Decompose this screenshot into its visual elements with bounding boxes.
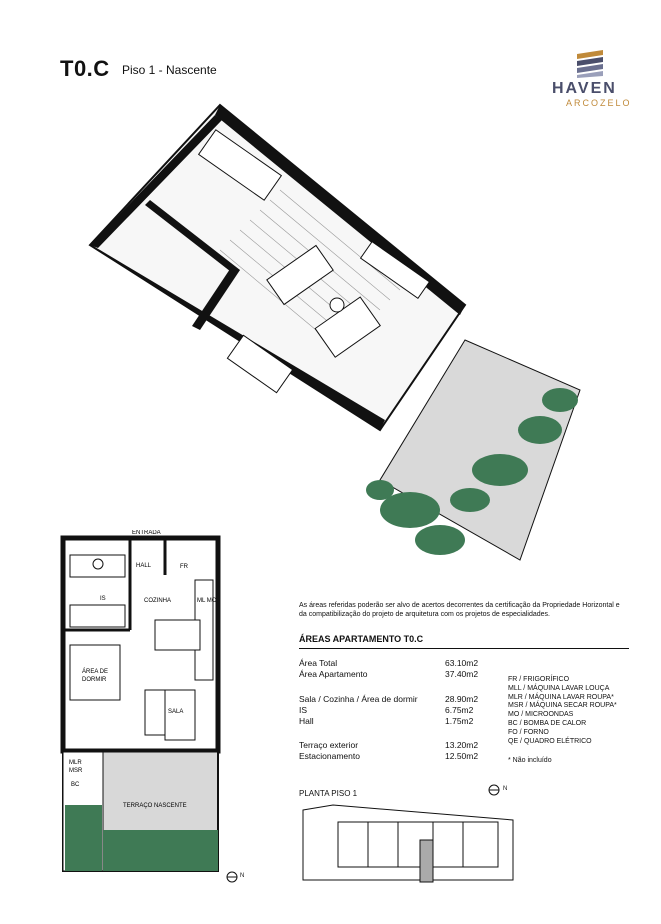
area-row-label: Terraço exterior	[299, 740, 359, 750]
area-row-label: Sala / Cozinha / Área de dormir	[299, 694, 418, 704]
floor-key-compass-icon	[488, 783, 513, 797]
floor-key-label: PLANTA PISO 1	[299, 789, 358, 798]
legend-item: FO / FORNO	[508, 728, 549, 736]
plan-label-bc: BC	[71, 782, 80, 788]
plan-label-ml-mo: ML MO	[197, 598, 217, 604]
plan-label-is: IS	[100, 596, 106, 602]
legend-item: BC / BOMBA DE CALOR	[508, 719, 587, 727]
area-row-label: IS	[299, 705, 308, 715]
plan-label-entrada: ENTRADA	[132, 530, 161, 536]
area-row-label: Área Apartamento	[299, 669, 368, 679]
plan-label-dormir: DORMIR	[82, 677, 107, 683]
floor-key-plan	[298, 800, 518, 885]
plan-label-fr: FR	[180, 564, 188, 570]
legend-item: MLL / MÁQUINA LAVAR LOUÇA	[508, 684, 610, 692]
floor-key-unit-highlight	[420, 840, 433, 882]
disclaimer-note: As áreas referidas poderão ser alvo de acertos decorrentes da certificação da Propriedade Horizontal e da compatibilização do projeto de arquitetura com os projetos de especialidades.	[299, 602, 620, 618]
legend-item: MLR / MÁQUINA LAVAR ROUPA*	[508, 693, 614, 701]
plan-label-cozinha: COZINHA	[144, 598, 171, 604]
area-row-value: 6.75m2	[445, 705, 474, 715]
plan-north-label: N	[240, 873, 245, 879]
areas-divider	[299, 648, 629, 649]
areas-title: ÁREAS APARTAMENTO T0.C	[299, 634, 424, 644]
plan-label-hall: HALL	[136, 563, 152, 569]
legend-footnote: * Não incluído	[508, 757, 552, 764]
plan-label-terraco: TERRAÇO NASCENTE	[123, 803, 187, 809]
area-row-value: 1.75m2	[445, 716, 474, 726]
plan-label-msr: MSR	[69, 768, 83, 774]
area-row-value: 37.40m2	[445, 669, 479, 679]
axonometric-view	[80, 100, 600, 580]
legend-item: FR / FRIGORÍFICO	[508, 676, 570, 683]
haven-logo-mark	[575, 50, 605, 78]
area-row-value: 28.90m2	[445, 694, 479, 704]
unit-title: T0.C	[60, 56, 110, 81]
plan-label-sala: SALA	[168, 709, 184, 715]
plan-compass-icon	[226, 870, 251, 884]
area-row-value: 13.20m2	[445, 740, 479, 750]
floor-plan	[60, 530, 250, 890]
area-row-label: Estacionamento	[299, 751, 360, 761]
legend-item: QE / QUADRO ELÉTRICO	[508, 737, 592, 745]
appliance-legend	[508, 676, 617, 746]
logo-name: HAVEN	[552, 80, 617, 97]
unit-subtitle: Piso 1 - Nascente	[122, 63, 217, 77]
logo-subname: ARCOZELO	[566, 98, 632, 108]
plan-label-mlr: MLR	[69, 760, 82, 766]
floor-key-north-label: N	[503, 786, 508, 792]
legend-item: MO / MICROONDAS	[508, 711, 574, 719]
area-row-value: 63.10m2	[445, 658, 479, 668]
plan-label-area-de: ÁREA DE	[82, 669, 109, 675]
legend-item: MSR / MÁQUINA SECAR ROUPA*	[508, 702, 617, 710]
area-row-label: Área Total	[299, 658, 338, 668]
area-row-label: Hall	[299, 716, 314, 726]
area-row-value: 12.50m2	[445, 751, 479, 761]
